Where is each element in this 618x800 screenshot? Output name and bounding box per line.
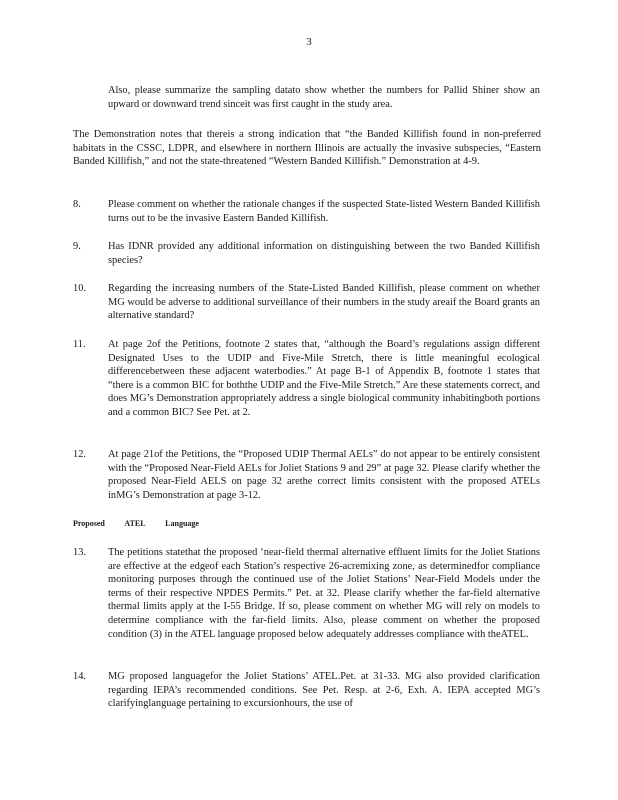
item-text: Please comment on whether the rationale changes if the suspected State-listed Western Banded Killifish turns out to be the invasive Eastern Banded Killifish. xyxy=(108,199,540,224)
item-number: 14. xyxy=(73,671,86,682)
item-number: 8. xyxy=(73,199,81,210)
item-number: 12. xyxy=(73,449,86,460)
item-number: 11. xyxy=(73,339,86,350)
item-number: 9. xyxy=(73,241,81,252)
item-text: The petitions statethat the proposed ‘near-field thermal alternative effluent limits for the Joliet Stations are effective at the edgeof each Station’s respective 26-acremixing zone, as determinedfor compliance monitoring purposes through the continued use of the Joliet Stations’ Near-Field Models under the terms of their respective NPDES Permits.” Pet. at 32. Please clarify whether the far-field alternative thermal limits apply at the I-55 Bridge. If so, please comment on whether MG will rely on models to determine compliance with the far-field limits. Also, please comment on whether the proposed condition (3) in the ATEL language proposed below adequately addresses compliance with theATEL. xyxy=(108,547,540,640)
item-text: At page 21of the Petitions, the “Proposed UDIP Thermal AELs” do not appear to be entirely consistent with the “Proposed Near-Field AELs for Joliet Stations 9 and 29” at page 32. Please clarify whether the proposed Near-Field AELS on page 32 arethe correct limits consistent with the proposed ATELs inMG’s Demonstration at page 3-12. xyxy=(108,449,540,501)
item-text: At page 2of the Petitions, footnote 2 states that, “although the Board’s regulations assign different Designated Uses to the UDIP and Five-Mile Stretch, there is little meaningful ecological differencebetween these adjacent waterbodies.” At page B-1 of Appendix B, footnote 1 states that “there is a common BIC for boththe UDIP and the Five-Mile Stretch.” Are these statements correct, and does MG’s Demonstration appropriately address a single biological community inhabitingboth portions and a common BIC? See Pet. at 2. xyxy=(108,339,540,418)
item-number: 10. xyxy=(73,283,86,294)
item-text: Has IDNR provided any additional information on distinguishing between the two Banded Killifish species? xyxy=(108,241,540,266)
demonstration-paragraph: The Demonstration notes that thereis a strong indication that “the Banded Killifish found in non-preferred habitats in the CSSC, LDPR, and elsewhere in northern Illinois are actually the invasive subspecies, “Eastern Banded Killifish,” and not the state-threatened “Western Banded Killifish.” Demonstration at 4-9. xyxy=(73,129,541,168)
item-text: MG proposed languagefor the Joliet Stations’ ATEL.Pet. at 31-33. MG also provided clarification regarding IEPA’s recommended conditions. See Pet. Resp. at 2-6, Exh. A. IEPA accepted MG’s clarifyinglanguage pertaining to excursionhours, the use of xyxy=(108,671,540,710)
item-number: 13. xyxy=(73,547,86,558)
page-number: 3 xyxy=(306,36,312,48)
intro-paragraph: Also, please summarize the sampling datato show whether the numbers for Pallid Shiner show an upward or downward trend sinceit was first caught in the study area. xyxy=(108,85,540,110)
item-text: Regarding the increasing numbers of the State-Listed Banded Killifish, please comment on whether MG would be adverse to additional surveillance of their numbers in the study areaif the Board grants an alternative standard? xyxy=(108,283,540,322)
section-heading: Proposed ATEL Language xyxy=(73,519,199,528)
